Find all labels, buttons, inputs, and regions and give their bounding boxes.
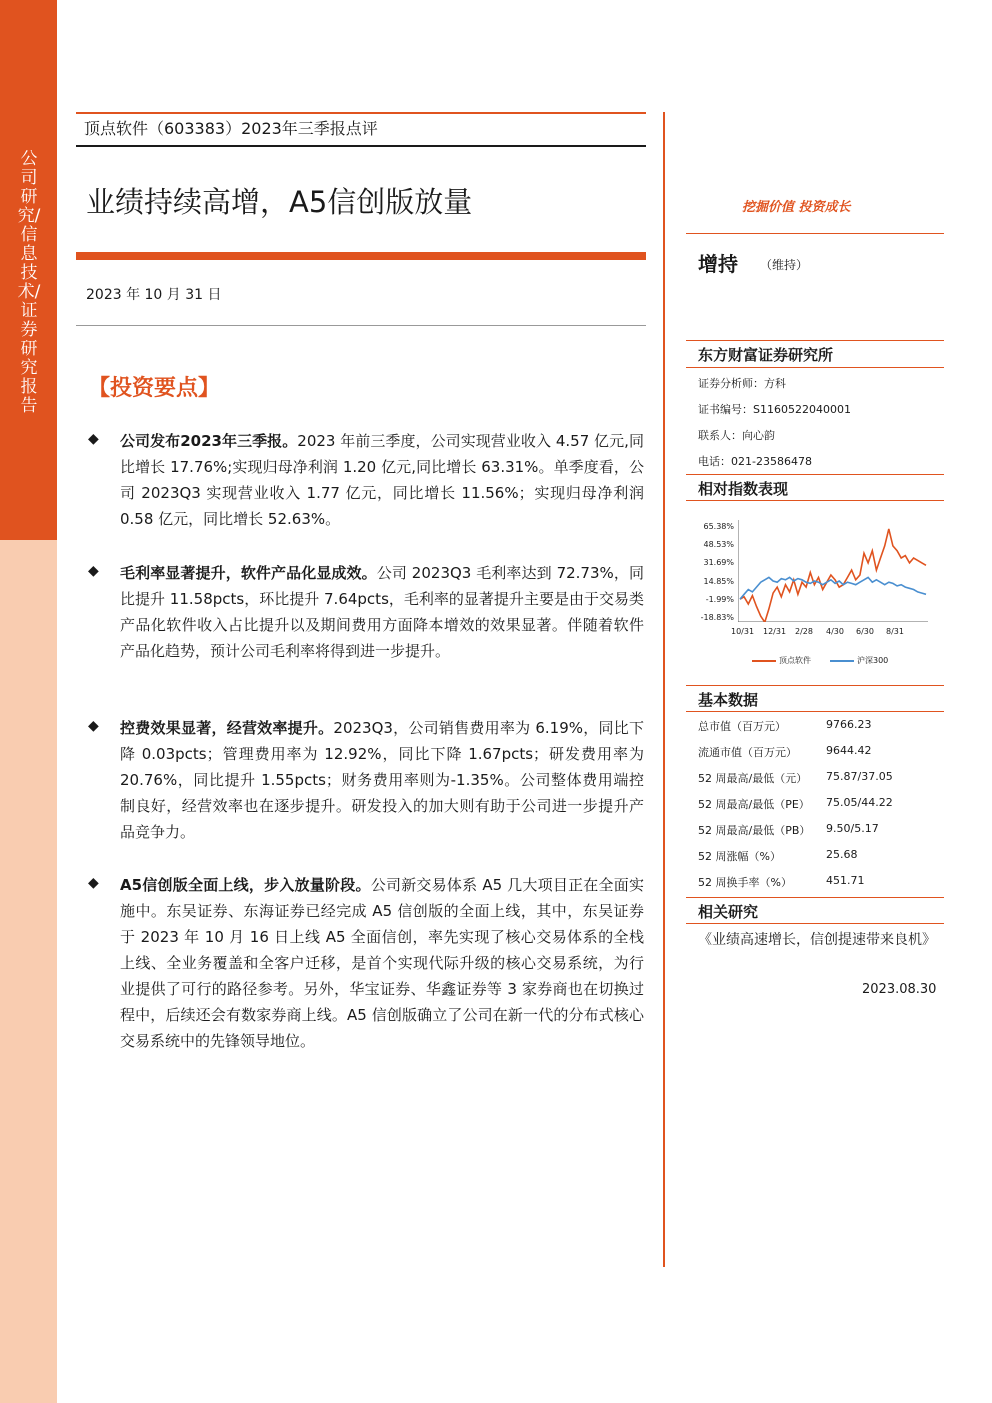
rating-sub: （维持） [760,258,809,272]
legend-swatch [752,660,776,662]
rule [686,340,944,341]
legend-label: 顶点软件 [779,656,811,665]
legend-swatch [830,660,854,662]
title-bar [76,252,646,260]
rule [686,367,944,368]
basic-label: 52 周换手率（%） [698,876,792,889]
bullet-diamond-icon: ◆ [88,875,99,891]
report-title: 顶点软件（603383）2023年三季报点评 [84,119,378,138]
bullet-text: 2023 年前三季度，公司实现营业收入 4.57 亿元,同比增长 17.76%;实现归母净利润 1.20 亿元,同比增长 63.31%。单季度看，公司 2023Q3 实现营业收入 1.77 亿元，同比增长 11.56%；实现归母净利润 0.58 亿元，同比增长 52.63%。 [120,432,644,528]
y-tick-label: 48.53% [703,540,734,549]
rule [686,685,944,686]
performance-chart [738,520,928,622]
cert-number: 证书编号：S1160522040001 [698,403,851,416]
header-rule-top [76,112,646,114]
basic-value: 9766.23 [826,718,872,731]
basic-label: 52 周最高/最低（元） [698,772,808,785]
basic-value: 9.50/5.17 [826,822,879,835]
y-tick-label: -1.99% [705,595,734,604]
series-line [740,577,926,599]
y-tick-label: 65.38% [703,522,734,531]
basic-label: 流通市值（百万元） [698,746,797,759]
basic-label: 52 周最高/最低（PE） [698,798,810,811]
basic-value: 25.68 [826,848,858,861]
phone: 电话：021-23586478 [698,455,812,468]
bullet-lead: A5信创版全面上线，步入放量阶段。 [120,876,371,894]
basic-title: 基本数据 [698,691,759,709]
basic-value: 9644.42 [826,744,872,757]
rule [686,500,944,501]
bullet-text: 2023Q3，公司销售费用率为 6.19%，同比下降 0.03pcts；管理费用率为 12.92%，同比下降 1.67pcts；研发费用率为 20.76%，同比提升 1.55pcts；财务费用率则为-1.35%。公司整体费用端控制良好，经营效率也在逐步提升。研发投入的加大则有助于公司进一步提升产品竞争力。 [120,719,644,841]
basic-label: 52 周最高/最低（PB） [698,824,811,837]
sidebar-label: 公司研究/信息技术/证券研究报告 [17,149,41,416]
analyst: 证券分析师：方科 [698,377,786,390]
bullet-lead: 控费效果显著，经营效率提升。 [120,719,334,737]
bullet-diamond-icon: ◆ [88,431,99,447]
y-tick-label: 14.85% [703,577,734,586]
perf-title: 相对指数表现 [698,480,789,498]
bullet-diamond-icon: ◆ [88,563,99,579]
rule [686,474,944,475]
basic-label: 总市值（百万元） [698,720,786,733]
basic-label: 52 周涨幅（%） [698,850,781,863]
institute-name: 东方财富证券研究所 [698,346,834,364]
related-report: 《业绩高速增长，信创提速带来良机》 [698,932,936,948]
basic-value: 75.87/37.05 [826,770,893,783]
bullet-text: 公司 2023Q3 毛利率达到 72.73%，同比提升 11.58pcts，环比提升 7.64pcts，毛利率的显著提升主要是由于交易类产品化软件收入占比提升以及期间费用方面降本增效的效果显著。伴随着软件产品化趋势，预计公司毛利率将得到进一步提升。 [120,564,644,660]
report-date: 2023 年 10 月 31 日 [86,287,222,303]
slogan: 挖掘价值 投资成长 [742,200,851,215]
y-tick-label: 31.69% [703,558,734,567]
legend-label: 沪深300 [857,656,889,665]
bullet-item [120,715,644,845]
basic-value: 451.71 [826,874,865,887]
x-tick-label: 4/30 [826,627,844,636]
rule [686,923,944,924]
contact: 联系人：向心韵 [698,429,775,442]
bullet-item [120,428,644,532]
column-divider [663,112,665,1267]
related-date: 2023.08.30 [862,982,937,997]
bullet-item [120,560,644,664]
x-tick-label: 12/31 [763,627,787,636]
sidebar-band-light [0,540,57,1403]
rule [686,711,944,712]
bullet-text: 公司新交易体系 A5 几大项目正在全面实施中。东吴证券、东海证券已经完成 A5 信创版的全面上线，其中，东吴证券于 2023 年 10 月 16 日上线 A5 全面信创，率先实现了核心交易体系的全栈上线、全业务覆盖和全客户迁移，是首个实现代际升级的核心交易系统，为行业提供了可行的路径参考。另外，华宝证券、华鑫证券等 3 家券商也在切换过程中，后续还会有数家券商上线。A5 信创版确立了公司在新一代的分布式核心交易系统中的先锋领导地位。 [120,876,644,1050]
date-divider [76,325,646,326]
related-title: 相关研究 [698,903,759,921]
x-tick-label: 2/28 [795,627,813,636]
bullet-item [120,872,644,1054]
rating: 增持 [698,252,738,276]
rule [686,897,944,898]
x-tick-label: 8/31 [886,627,904,636]
series-line [740,529,926,622]
header-rule-bottom [76,145,646,147]
bullet-diamond-icon: ◆ [88,718,99,734]
rule [686,233,944,234]
bullet-lead: 公司发布2023年三季报。 [120,432,298,450]
bullet-lead: 毛利率显著提升，软件产品化显成效。 [120,564,377,582]
basic-value: 75.05/44.22 [826,796,893,809]
main-title: 业绩持续高增，A5信创版放量 [86,185,473,219]
section-title: 【投资要点】 [88,375,221,401]
y-tick-label: -18.83% [700,613,734,622]
x-tick-label: 10/31 [731,627,755,636]
x-tick-label: 6/30 [856,627,874,636]
